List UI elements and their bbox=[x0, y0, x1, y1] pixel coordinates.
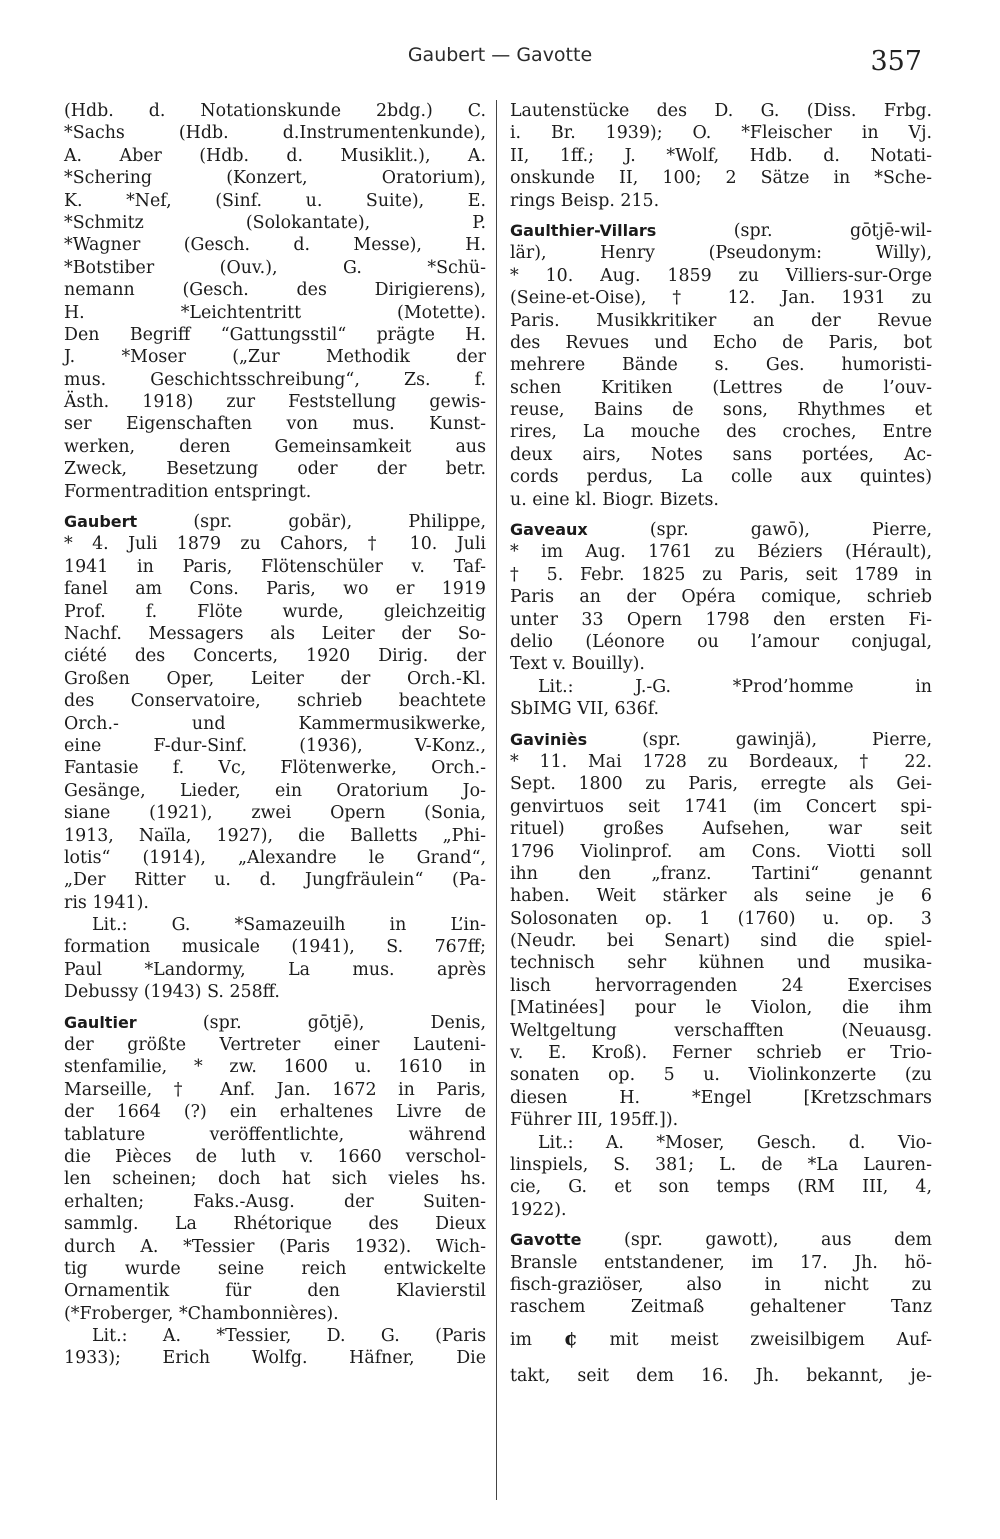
text-line: diesen H. *Engel [Kretzschmars bbox=[510, 1087, 932, 1108]
headword-gavinies: Gaviniès bbox=[510, 729, 588, 749]
lit-line: cie, G. et son temps (RM III, 4, bbox=[510, 1177, 932, 1198]
entry-text: (spr. gawott), aus dem bbox=[624, 1230, 932, 1251]
entry-gavinies-head bbox=[510, 729, 932, 751]
text-line: K. *Nef, (Sinf. u. Suite), E. bbox=[64, 190, 486, 211]
text-line: Weltgeltung verschafften (Neuausg. bbox=[510, 1020, 932, 1041]
text-line: 1796 Violinprof. am Cons. Viotti soll bbox=[510, 841, 932, 862]
text-line: *Schering (Konzert, Oratorium), bbox=[64, 168, 486, 189]
text-line: reuse, Bains de sons, Rhythmes et bbox=[510, 400, 932, 421]
entry-gaulthier-villars-head bbox=[510, 220, 932, 242]
text-line bbox=[510, 1319, 932, 1357]
text-line: *Sachs (Hdb. d.Instrumentenkunde), bbox=[64, 123, 486, 144]
text-line: „Der Ritter u. d. Jungfräulein“ (Pa- bbox=[64, 870, 486, 891]
lit-line: formation musicale (1941), S. 767ff; bbox=[64, 937, 486, 958]
text-line: *Wagner (Gesch. d. Messe), H. bbox=[64, 235, 486, 256]
text-line: *Botstiber (Ouv.), G. *Schü- bbox=[64, 257, 486, 278]
entry-text: (spr. gawō), Pierre, bbox=[649, 520, 933, 541]
text-line: werken, deren Gemeinsamkeit aus bbox=[64, 436, 486, 457]
text-line: ihn den „franz. Tartini“ genannt bbox=[510, 863, 932, 884]
text-line: tablature veröffentlichte, während bbox=[64, 1124, 486, 1145]
text-line: [Matinées] pour le Violon, die ihm bbox=[510, 998, 932, 1019]
text-line: ser Eigenschaften von mus. Kunst- bbox=[64, 414, 486, 435]
headword-gaveaux: Gaveaux bbox=[510, 520, 588, 540]
text-line: 1913, Naïla, 1927), die Balletts „Phi- bbox=[64, 825, 486, 846]
text-line: Sept. 1800 zu Paris, erregte als Gei- bbox=[510, 774, 932, 795]
lit-line: Lit.: G. *Samazeuilh in L’in- bbox=[92, 915, 486, 936]
headword-gaultier: Gaultier bbox=[64, 1012, 137, 1032]
text-line: * 11. Mai 1728 zu Bordeaux, † 22. bbox=[510, 751, 932, 772]
text-line: A. Aber (Hdb. d. Musiklit.), A. bbox=[64, 145, 486, 166]
text-line: eine F-dur-Sinf. (1936), V-Konz., bbox=[64, 735, 486, 756]
lit-line: Lit.: A. *Tessier, D. G. (Paris bbox=[92, 1326, 486, 1347]
text-line: lär), Henry (Pseudonym: Willy), bbox=[510, 243, 932, 264]
entry-text: (spr. gōtjē), Denis, bbox=[202, 1012, 486, 1033]
text-line: fisch-graziöser, also in nicht zu bbox=[510, 1274, 932, 1295]
text-line: Formentradition entspringt. bbox=[64, 481, 312, 502]
text-line: deux airs, Notes sans portées, Ac- bbox=[510, 444, 932, 465]
text-line: Ästh. 1918) zur Feststellung gewis- bbox=[64, 392, 486, 413]
text-line: Bransle entstandener, im 17. Jh. hö- bbox=[510, 1252, 932, 1273]
entry-gaultier-head bbox=[64, 1012, 486, 1034]
lit-line: 1933); Erich Wolfg. Häfner, Die bbox=[64, 1348, 486, 1369]
text-line: (Seine-et-Oise), † 12. Jan. 1931 zu bbox=[510, 288, 932, 309]
text-line: rituel) großes Aufsehen, war seit bbox=[510, 819, 932, 840]
text-line: (*Froberger, *Chambonnières). bbox=[64, 1303, 339, 1324]
text-line: Paris. Musikkritiker an der Revue bbox=[510, 310, 932, 331]
lit-line: Lit.: A. *Moser, Gesch. d. Vio- bbox=[538, 1132, 932, 1153]
text-line: Gesänge, Lieder, ein Oratorium Jo- bbox=[64, 780, 486, 801]
text-line: Den Begriff “Gattungsstil“ prägte H. bbox=[64, 324, 486, 345]
text-line: Marseille, † Anf. Jan. 1672 in Paris, bbox=[64, 1079, 486, 1100]
text-line: sonaten op. 5 u. Violinkonzerte (zu bbox=[510, 1065, 932, 1086]
text-line: Nachf. Messagers als Leiter der So- bbox=[64, 623, 486, 644]
lit-line: SbIMG VII, 636f. bbox=[510, 699, 660, 720]
entry-gaubert-head bbox=[64, 511, 486, 533]
text-line: Ornamentik für den Klavierstil bbox=[64, 1281, 486, 1302]
text-line: Fantasie f. Vc, Flötenwerke, Orch.- bbox=[64, 758, 486, 779]
text-line: lotis“ (1914), „Alexandre le Grand“, bbox=[64, 847, 486, 868]
text-line: durch A. *Tessier (Paris 1932). Wich- bbox=[64, 1236, 486, 1257]
text-line: unter 33 Opern 1798 den ersten Fi- bbox=[510, 609, 932, 630]
text-line: Zweck, Besetzung oder der betr. bbox=[64, 459, 486, 480]
text-line: stenfamilie, * zw. 1600 u. 1610 in bbox=[64, 1057, 486, 1078]
text-line: der 1664 (?) ein erhaltenes Livre de bbox=[64, 1102, 486, 1123]
left-column bbox=[64, 100, 486, 1370]
headword-gavotte: Gavotte bbox=[510, 1230, 582, 1250]
text-line: rires, La mouche des croches, Entre bbox=[510, 422, 932, 443]
lit-line: linspiels, S. 381; L. de *La Lauren- bbox=[510, 1154, 932, 1175]
text-line: * im Aug. 1761 zu Béziers (Hérault), bbox=[510, 542, 932, 563]
entry-gavotte-head bbox=[510, 1229, 932, 1251]
text-line: u. eine kl. Biogr. Bizets. bbox=[510, 489, 719, 510]
text-line: haben. Weit stärker als seine je 6 bbox=[510, 886, 932, 907]
text-line: sammlg. La Rhétorique des Dieux bbox=[64, 1214, 486, 1235]
text-line: erhalten; Faks.-Ausg. der Suiten- bbox=[64, 1191, 486, 1212]
text-line: J. *Moser („Zur Methodik der bbox=[64, 347, 486, 368]
text-line: des Revues und Echo de Paris, bot bbox=[510, 332, 932, 353]
text-line: tig wurde seine reich entwickelte bbox=[64, 1258, 486, 1279]
text-line: † 5. Febr. 1825 zu Paris, seit 1789 in bbox=[510, 564, 932, 585]
text-line: * 4. Juli 1879 zu Cahors, † 10. Juli bbox=[64, 534, 486, 555]
text-line: des Conservatoire, schrieb beachtete bbox=[64, 691, 486, 712]
text-line: Solosonaten op. 1 (1760) u. op. 3 bbox=[510, 908, 932, 929]
lit-line: Debussy (1943) S. 258ff. bbox=[64, 982, 280, 1003]
text-line: (Hdb. d. Notationskunde 2bdg.) C. bbox=[64, 101, 486, 121]
lit-line: Paul *Landormy, La mus. après bbox=[64, 959, 486, 980]
text-line: rings Beisp. 215. bbox=[510, 190, 660, 211]
text-line: mus. Geschichtsschreibung“, Zs. f. bbox=[64, 369, 486, 390]
text-line: mehrere Bände s. Ges. humoristi- bbox=[510, 355, 932, 376]
entry-text: (spr. gobär), Philippe, bbox=[193, 512, 486, 533]
text-line: cords perdus, La colle aux quintes) bbox=[510, 467, 932, 488]
text-line: die Pièces de luth v. 1660 verschol- bbox=[64, 1146, 486, 1167]
text-line: *Schmitz (Solokantate), P. bbox=[64, 212, 486, 233]
text-line: Prof. f. Flöte wurde, gleichzeitig bbox=[64, 601, 486, 622]
entry-text: (spr. gōtjē-wil- bbox=[733, 220, 932, 241]
text-line: onskunde II, 100; 2 Sätze in *Sche- bbox=[510, 168, 932, 189]
text-line: ciété des Concerts, 1920 Dirig. der bbox=[64, 646, 486, 667]
text-line: * 10. Aug. 1859 zu Villiers-sur-Orge bbox=[510, 265, 932, 286]
text-line: len scheinen; doch hat sich vieles hs. bbox=[64, 1169, 486, 1190]
text-line: nemann (Gesch. des Dirigierens), bbox=[64, 280, 486, 301]
text-line: v. E. Kroß). Ferner schrieb er Trio- bbox=[510, 1043, 932, 1064]
text-line: raschem Zeitmaß gehaltener Tanz bbox=[510, 1297, 932, 1318]
text-line: fanel am Cons. Paris, wo er 1919 bbox=[64, 579, 486, 600]
headword-gaulthier-villars: Gaulthier-Villars bbox=[510, 220, 657, 240]
text-line: ris 1941). bbox=[64, 892, 149, 913]
entry-text: im bbox=[510, 1329, 533, 1350]
lit-line: 1922). bbox=[510, 1199, 567, 1220]
text-line: Orch.- und Kammermusikwerke, bbox=[64, 713, 486, 734]
text-line: der größte Vertreter einer Lauteni- bbox=[64, 1035, 486, 1056]
column-divider bbox=[496, 100, 497, 1500]
running-header: Gaubert — Gavotte bbox=[407, 44, 593, 66]
page-number: 357 bbox=[870, 46, 922, 77]
text-line: H. *Leichtentritt (Motette). bbox=[64, 302, 486, 323]
text-line: lisch hervorragenden 24 Exercises bbox=[510, 975, 932, 996]
text-line: Führer III, 195ff.]). bbox=[510, 1110, 679, 1131]
headword-gaubert: Gaubert bbox=[64, 512, 138, 532]
text-line: Lautenstücke des D. G. (Diss. Frbg. bbox=[510, 101, 932, 121]
text-line: II, 1ff.; J. *Wolf, Hdb. d. Notati- bbox=[510, 145, 932, 166]
text-line: takt, seit dem 16. Jh. bekannt, je- bbox=[510, 1365, 932, 1386]
text-line: Text v. Bouilly). bbox=[510, 654, 645, 675]
lit-line: Lit.: J.-G. *Prod’homme in bbox=[538, 676, 932, 697]
text-line: siane (1921), zwei Opern (Sonia, bbox=[64, 803, 486, 824]
text-line: genvirtuos seit 1741 (im Concert spi- bbox=[510, 796, 932, 817]
text-line: i. Br. 1939); O. *Fleischer in Vj. bbox=[510, 123, 932, 144]
text-line: 1941 in Paris, Flötenschüler v. Taf- bbox=[64, 556, 486, 577]
text-line: delio (Léonore ou l’amour conjugal, bbox=[510, 631, 932, 652]
entry-text: (spr. gawinjä), Pierre, bbox=[642, 729, 932, 750]
text-line: Paris an der Opéra comique, schrieb bbox=[510, 587, 932, 608]
text-line: schen Kritiken (Lettres de l’ouv- bbox=[510, 377, 932, 398]
text-line: Großen Oper, Leiter der Orch.-Kl. bbox=[64, 668, 486, 689]
entry-text: mit meist zweisilbigem Auf- bbox=[609, 1329, 933, 1350]
right-column bbox=[510, 100, 932, 1395]
cut-time-symbol-icon: ¢ bbox=[563, 1325, 578, 1350]
entry-gaveaux-head bbox=[510, 519, 932, 541]
text-line: (Neudr. bei Senart) sind die spiel- bbox=[510, 931, 932, 952]
text-line: technisch sehr kühnen und musika- bbox=[510, 953, 932, 974]
